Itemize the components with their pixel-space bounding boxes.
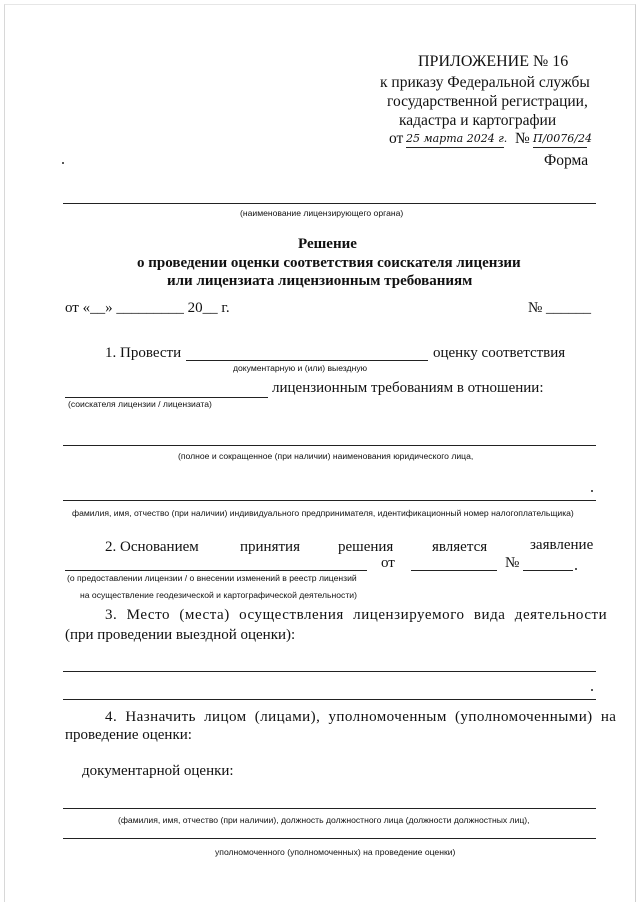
- item1-person-caption: фамилия, имя, отчество (при наличии) индивидуального предпринимателя, идентификационный номер налогоплательщика): [72, 508, 574, 518]
- item3-address-line-2[interactable]: [63, 699, 596, 700]
- item2-word-1: 2. Основанием: [105, 539, 199, 555]
- item1-middle: лицензионным требованиям в отношении:: [272, 380, 544, 396]
- stray-mark: [62, 162, 64, 164]
- item2-word-3: решения: [338, 539, 394, 555]
- item1-legal-caption: (полное и сокращенное (при наличии) наименования юридического лица,: [178, 451, 474, 461]
- item4-officer-line[interactable]: [63, 808, 596, 809]
- item2-number-sign: №: [505, 555, 520, 571]
- item3-period: [591, 689, 593, 691]
- item2-from: от: [381, 555, 395, 571]
- item1-subject-caption: (соискателя лицензии / лицензиата): [68, 399, 212, 409]
- item3-line-2: (при проведении выездной оценки):: [65, 627, 296, 643]
- decision-number-field[interactable]: № ______: [528, 300, 592, 316]
- item4-officer-line-2[interactable]: [63, 838, 596, 839]
- item2-application-line[interactable]: [65, 570, 367, 571]
- item4-caption-2: уполномоченного (уполномоченных) на проведение оценки): [215, 847, 456, 857]
- item1-subject-line[interactable]: [65, 397, 268, 398]
- header-line-2: государственной регистрации,: [387, 93, 588, 110]
- item2-word-4: является: [432, 539, 488, 555]
- item4-line-2: проведение оценки:: [65, 727, 192, 743]
- item2-caption-2: на осуществление геодезической и картографической деятельности): [80, 590, 357, 600]
- item2-word-2: принятия: [240, 539, 300, 555]
- line-end-period: [591, 490, 593, 492]
- item1-lead: 1. Провести: [105, 345, 182, 361]
- order-number-prefix: №: [515, 130, 530, 147]
- form-label: Форма: [544, 152, 589, 169]
- item1-legal-name-line[interactable]: [63, 445, 596, 446]
- header-line-1: к приказу Федеральной службы: [380, 74, 590, 91]
- decision-subtitle-1: о проведении оценки соответствия соискателя лицензии: [137, 255, 521, 271]
- item1-person-line[interactable]: [63, 500, 596, 501]
- item1-type-caption: документарную и (или) выездную: [233, 363, 368, 373]
- decision-subtitle-2: или лицензиата лицензионным требованиям: [167, 273, 473, 289]
- order-date-handwritten: 25 марта 2024 г.: [406, 132, 504, 148]
- order-date-prefix: от: [389, 130, 404, 147]
- order-number-handwritten: П/0076/24: [533, 132, 587, 148]
- item2-period: [575, 568, 577, 570]
- item4-line-1: 4. Назначить лицом (лицами), уполномоченным (уполномоченными) на: [105, 709, 617, 725]
- item3-address-line-1[interactable]: [63, 671, 596, 672]
- item2-date-line[interactable]: [411, 570, 497, 571]
- item1-tail: оценку соответствия: [433, 345, 566, 361]
- item2-caption-1: (о предоставлении лицензии / о внесении изменений в реестр лицензий: [67, 573, 357, 583]
- item2-number-line[interactable]: [523, 570, 573, 571]
- decision-date-field[interactable]: от «__» _________ 20__ г.: [65, 300, 230, 316]
- decision-title: Решение: [298, 236, 357, 252]
- header-line-3: кадастра и картографии: [399, 112, 557, 129]
- item3-line-1: 3. Место (места) осуществления лицензируемого вида деятельности: [105, 607, 608, 623]
- item4-documentary-label: документарной оценки:: [82, 763, 234, 779]
- appendix-title: ПРИЛОЖЕНИЕ № 16: [418, 53, 569, 70]
- item4-caption-1: (фамилия, имя, отчество (при наличии), должность должностного лица (должности должностных лиц),: [118, 815, 530, 825]
- authority-caption: (наименование лицензирующего органа): [240, 208, 404, 218]
- item2-word-5: заявление: [530, 537, 594, 553]
- item1-type-line[interactable]: [186, 360, 428, 361]
- authority-name-line[interactable]: [63, 203, 596, 204]
